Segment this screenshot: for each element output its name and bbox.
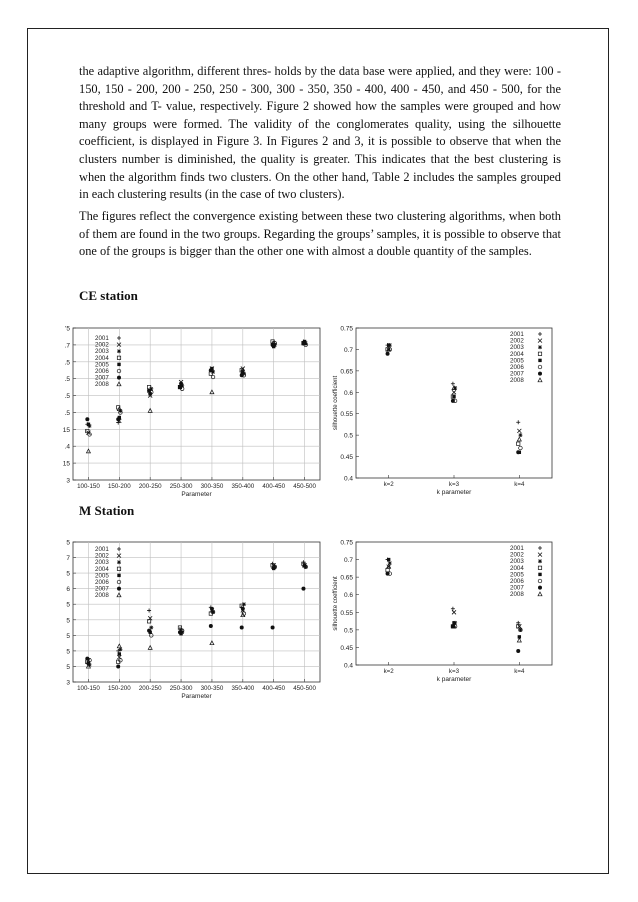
body-paragraph: the adaptive algorithm, different thres- holds by the data base were applied, and they were: 100 - 150, 150 - 200, 200 - 250, 250 - 300, 300 - 350, 350 - 400, 400 - 450, and 450 - 500, for the threshold and T- value, respectively. Figure 2 showed how the samples were grouped and how many groups were formed. The validity of the conglomerates quality, using the silhouette coefficient, is displayed in Figure 3. In Figures 2 and 3, it is possible to observe that when the clusters number is diminished, the quality is greater. This indicates that the best clustering is when the algorithm finds two clusters. On the other hand, Table 2 includes the samples grouped in each clustering results (in the case of two clusters). [79, 64, 561, 202]
data-point-marker [116, 664, 120, 668]
legend-label: 2004 [510, 350, 524, 358]
plot-area-frame [73, 542, 320, 682]
y-tick-label: 0.45 [340, 644, 353, 652]
x-axis-label: Parameter [181, 693, 212, 700]
legend-label: 2007 [510, 370, 524, 378]
legend-label: 2008 [510, 377, 524, 385]
data-point-marker [117, 382, 121, 386]
data-point-marker [538, 359, 541, 362]
y-tick-label: 5 [66, 601, 70, 609]
data-point-marker [387, 558, 390, 561]
x-tick-label: 200-250 [138, 483, 162, 490]
data-point-marker [117, 376, 121, 380]
y-tick-label: .4 [64, 443, 70, 451]
legend-label: 2006 [510, 364, 524, 371]
section-heading-ce-station: CE station [79, 288, 138, 303]
x-tick-label: 100-150 [77, 685, 100, 692]
data-point-marker [516, 649, 520, 653]
y-tick-label: 0.65 [340, 368, 353, 376]
y-tick-label: '5 [65, 325, 70, 333]
data-point-marker [118, 652, 121, 655]
y-tick-label: .5 [64, 359, 70, 367]
x-tick-label: k=2 [383, 481, 394, 488]
y-tick-label: 0.45 [340, 454, 353, 462]
data-point-marker [538, 345, 542, 349]
y-tick-label: 3 [66, 477, 70, 485]
data-point-marker [452, 610, 456, 614]
y-tick-label: 0.6 [343, 389, 353, 397]
y-tick-label: 0.5 [343, 432, 353, 440]
y-axis-label: silhouette coefficient [333, 375, 339, 431]
y-tick-label: 0.5 [343, 627, 353, 635]
legend-label: 2002 [510, 337, 524, 345]
legend-label: 2003 [95, 559, 109, 567]
legend-label: 2003 [95, 348, 109, 356]
x-axis-label: k parameter [436, 489, 472, 496]
y-tick-label: 5 [66, 648, 70, 656]
data-point-marker [538, 553, 542, 557]
x-tick-label: k=2 [383, 668, 394, 675]
data-point-marker [452, 395, 455, 398]
data-point-marker [301, 587, 305, 591]
data-point-marker [538, 352, 541, 355]
y-tick-label: 0.55 [340, 609, 353, 617]
data-point-marker [147, 388, 151, 392]
legend-label: 2008 [510, 591, 524, 599]
legend-label: 2002 [510, 551, 524, 559]
x-tick-label: k=4 [514, 668, 525, 675]
legend-label: 2007 [95, 585, 109, 593]
data-point-marker [538, 378, 542, 382]
data-point-marker [451, 399, 455, 403]
x-tick-label: 350-400 [231, 685, 255, 692]
data-point-marker [117, 593, 121, 597]
legend-label: 2006 [95, 368, 109, 375]
x-tick-label: 200-250 [138, 685, 162, 692]
data-point-marker [519, 446, 523, 450]
y-tick-label: 0.7 [343, 346, 353, 354]
x-tick-label: 150-200 [107, 685, 131, 692]
legend-label: 2001 [510, 331, 524, 338]
y-tick-label: 5 [66, 632, 70, 640]
data-point-marker [240, 626, 244, 630]
y-tick-label: 15 [62, 426, 70, 434]
data-point-marker [517, 638, 521, 642]
x-tick-label: k=3 [448, 481, 460, 488]
data-point-marker [516, 420, 520, 424]
data-point-marker [386, 568, 389, 571]
data-point-marker [209, 368, 213, 372]
legend-label: 2001 [510, 545, 524, 552]
x-tick-label: 250-300 [169, 685, 193, 692]
legend-label: 2002 [95, 552, 109, 560]
data-point-marker [538, 332, 542, 336]
legend-label: 2006 [510, 578, 524, 585]
y-tick-label: 5 [66, 617, 70, 625]
data-point-marker [241, 607, 244, 610]
x-tick-label: k=4 [514, 481, 525, 488]
data-point-marker [117, 574, 120, 577]
data-point-marker [538, 586, 542, 590]
legend-label: 2005 [95, 361, 109, 369]
figure-m-groups-chart [63, 536, 325, 708]
data-point-marker [85, 657, 89, 661]
legend-label: 2001 [95, 546, 109, 553]
data-point-marker [117, 369, 121, 373]
x-tick-label: 450-500 [293, 483, 316, 490]
data-point-marker [517, 429, 521, 433]
x-tick-label: 250-300 [169, 483, 193, 490]
data-point-marker [538, 566, 541, 569]
x-tick-label: 400-450 [262, 483, 286, 490]
x-tick-label: 300-350 [200, 685, 224, 692]
data-point-marker [517, 442, 520, 445]
legend-label: 2001 [95, 335, 109, 342]
data-point-marker [538, 573, 541, 576]
data-point-marker [538, 559, 542, 563]
data-point-marker [271, 626, 275, 630]
y-tick-label: 0.4 [343, 475, 353, 483]
y-tick-label: 0.55 [340, 411, 353, 419]
plot-area-frame [73, 328, 320, 480]
data-point-marker [516, 450, 520, 454]
y-tick-label: .5 [64, 376, 70, 384]
y-tick-label: 7 [66, 555, 70, 563]
y-tick-label: 5 [66, 663, 70, 671]
data-point-marker [117, 567, 120, 570]
legend-label: 2004 [95, 565, 109, 573]
y-tick-label: 0.7 [343, 557, 353, 565]
data-point-marker [116, 417, 120, 421]
legend-label: 2003 [510, 558, 524, 566]
x-axis-label: k parameter [436, 676, 472, 683]
figure-m-silhouette-chart [330, 536, 555, 688]
data-point-marker [117, 587, 121, 591]
y-tick-label: .5 [64, 393, 70, 401]
legend-label: 2004 [510, 564, 524, 572]
y-tick-label: 5 [66, 539, 70, 547]
y-tick-label: 6 [66, 586, 70, 594]
data-point-marker [117, 336, 121, 340]
data-point-marker [240, 373, 244, 377]
data-point-marker [387, 343, 390, 346]
data-point-marker [117, 363, 120, 366]
data-point-marker [147, 629, 151, 633]
y-tick-label: 0.4 [343, 662, 353, 670]
y-tick-label: 5 [66, 570, 70, 578]
y-tick-label: 15 [62, 460, 70, 468]
data-point-marker [517, 437, 521, 441]
data-point-marker [518, 433, 522, 437]
legend-label: 2007 [510, 584, 524, 592]
x-tick-label: 400-450 [262, 685, 286, 692]
data-point-marker [117, 356, 120, 359]
y-tick-label: 0.75 [340, 539, 353, 547]
data-point-marker [117, 547, 121, 551]
data-point-marker [451, 382, 455, 386]
y-tick-label: 3 [66, 679, 70, 687]
x-tick-label: 350-400 [231, 483, 255, 490]
data-point-marker [117, 560, 121, 564]
legend-label: 2008 [95, 592, 109, 600]
data-point-marker [117, 554, 121, 558]
x-tick-label: k=3 [448, 668, 460, 675]
data-point-marker [87, 423, 90, 426]
x-tick-label: 300-350 [200, 483, 224, 490]
x-tick-label: 450-500 [293, 685, 316, 692]
x-tick-label: 100-150 [77, 483, 100, 490]
data-point-marker [538, 579, 542, 583]
data-point-marker [452, 390, 456, 394]
data-point-marker [117, 349, 121, 353]
data-point-marker [386, 572, 390, 576]
legend-label: 2006 [95, 579, 109, 586]
data-point-marker [538, 372, 542, 376]
data-point-marker [209, 624, 213, 628]
legend-label: 2008 [95, 381, 109, 389]
y-tick-label: .7 [64, 342, 70, 350]
legend-label: 2007 [95, 374, 109, 382]
legend-label: 2005 [510, 571, 524, 579]
legend-label: 2002 [95, 341, 109, 349]
data-point-marker [538, 365, 542, 369]
legend-label: 2005 [95, 572, 109, 580]
data-point-marker [451, 607, 455, 611]
data-point-marker [516, 621, 520, 625]
data-point-marker [85, 417, 89, 421]
data-point-marker [538, 592, 542, 596]
x-tick-label: 150-200 [107, 483, 131, 490]
legend-label: 2003 [510, 344, 524, 352]
section-heading-m-station: M Station [79, 503, 135, 518]
figure-ce-groups-chart [63, 322, 325, 508]
legend-label: 2004 [95, 354, 109, 362]
data-point-marker [538, 546, 542, 550]
data-point-marker [538, 339, 542, 343]
y-axis-label: silhouette coefficient [333, 576, 339, 631]
figure-ce-silhouette-chart [330, 322, 555, 496]
body-paragraph: The figures reflect the convergence existing between these two clustering algorithms, when both of them are found in the two groups. Regarding the groups’ samples, it is possible to observe that one of the groups is bigger than the other one with almost a double quantity of the samples. [79, 209, 561, 259]
data-point-marker [117, 580, 121, 584]
y-tick-label: 0.6 [343, 592, 353, 600]
x-axis-label: Parameter [181, 491, 212, 498]
data-point-marker [386, 352, 390, 356]
y-tick-label: 0.65 [340, 574, 353, 582]
y-tick-label: .5 [64, 409, 70, 417]
legend-label: 2005 [510, 357, 524, 365]
y-tick-label: 0.75 [340, 325, 353, 333]
